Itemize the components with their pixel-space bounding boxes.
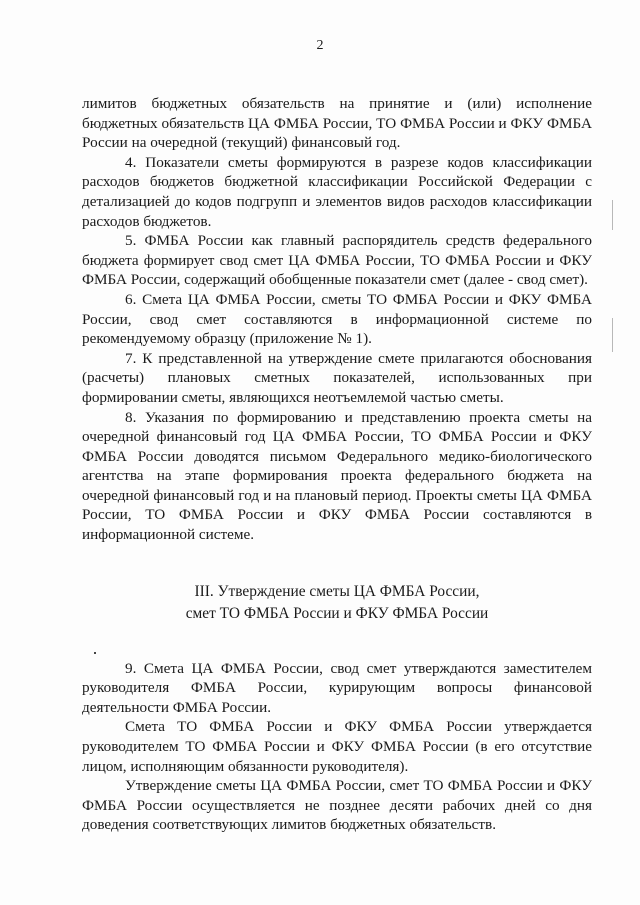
scan-margin-mark-lower [612,318,613,352]
document-body [82,94,592,835]
scan-dot-mark [94,652,96,654]
paragraph-7: 7. К представленной на утверждение смете прилагаются обоснования (расчеты) плановых сметных показателей, использованных при формировании сметы, являющихся неотъемлемой частью сметы. [82,349,592,406]
paragraph-approval-deadline: Утверждение сметы ЦА ФМБА России, смет ТО ФМБА России и ФКУ ФМБА России осуществляется не позднее десяти рабочих дней со дня доведения соответствующих лимитов бюджетных обязательств. [82,777,592,834]
section-heading [82,581,592,625]
paragraph-9: 9. Смета ЦА ФМБА России, свод смет утверждаются заместителем руководителя ФМБА России, курирующим вопросы финансовой деятельности ФМБА России. [82,659,592,716]
section-heading-line-2: смет ТО ФМБА России и ФКУ ФМБА России [185,604,489,622]
paragraph-approval-to: Смета ТО ФМБА России и ФКУ ФМБА России утверждается руководителем ТО ФМБА России и ФКУ ФМБА России (в его отсутствие лицом, исполняющим обязанности руководителя). [82,718,592,775]
scan-margin-mark-upper [612,200,613,230]
paragraph-6: 6. Смета ЦА ФМБА России, сметы ТО ФМБА России и ФКУ ФМБА России, свод смет составляются в информационной системе по рекомендуемому образцу (приложение № 1). [82,290,592,348]
page-number: 2 [316,38,324,53]
paragraph-5: 5. ФМБА России как главный распорядитель средств федерального бюджета формирует свод смет ЦА ФМБА России, ТО ФМБА России и ФКУ ФМБА России, содержащий обобщенные показатели смет (далее - свод смет). [82,232,592,289]
paragraph-4: 4. Показатели сметы формируются в разрезе кодов классификации расходов бюджетов бюджетной классификации Российской Федерации с детализацией до кодов подгрупп и элементов видов расходов классификации расходов бюджетов. [82,153,592,230]
paragraph-8: 8. Указания по формированию и представлению проекта сметы на очередной финансовый год ЦА ФМБА России, ТО ФМБА России и ФКУ ФМБА России доводятся письмом Федерального медико-биологического агентства на этапе формирования проекта федерального бюджета на очередной финансовый год и на плановый период. Проекты сметы ЦА ФМБА России, ТО ФМБА России и ФКУ ФМБА России составляются в информационной системе. [82,408,592,544]
paragraph-continuation: лимитов бюджетных обязательств на принятие и (или) исполнение бюджетных обязательств ЦА ФМБА России, ТО ФМБА России и ФКУ ФМБА России на очередной (текущий) финансовый год. [82,95,592,152]
section-heading-line-1: III. Утверждение сметы ЦА ФМБА России, [194,582,480,600]
